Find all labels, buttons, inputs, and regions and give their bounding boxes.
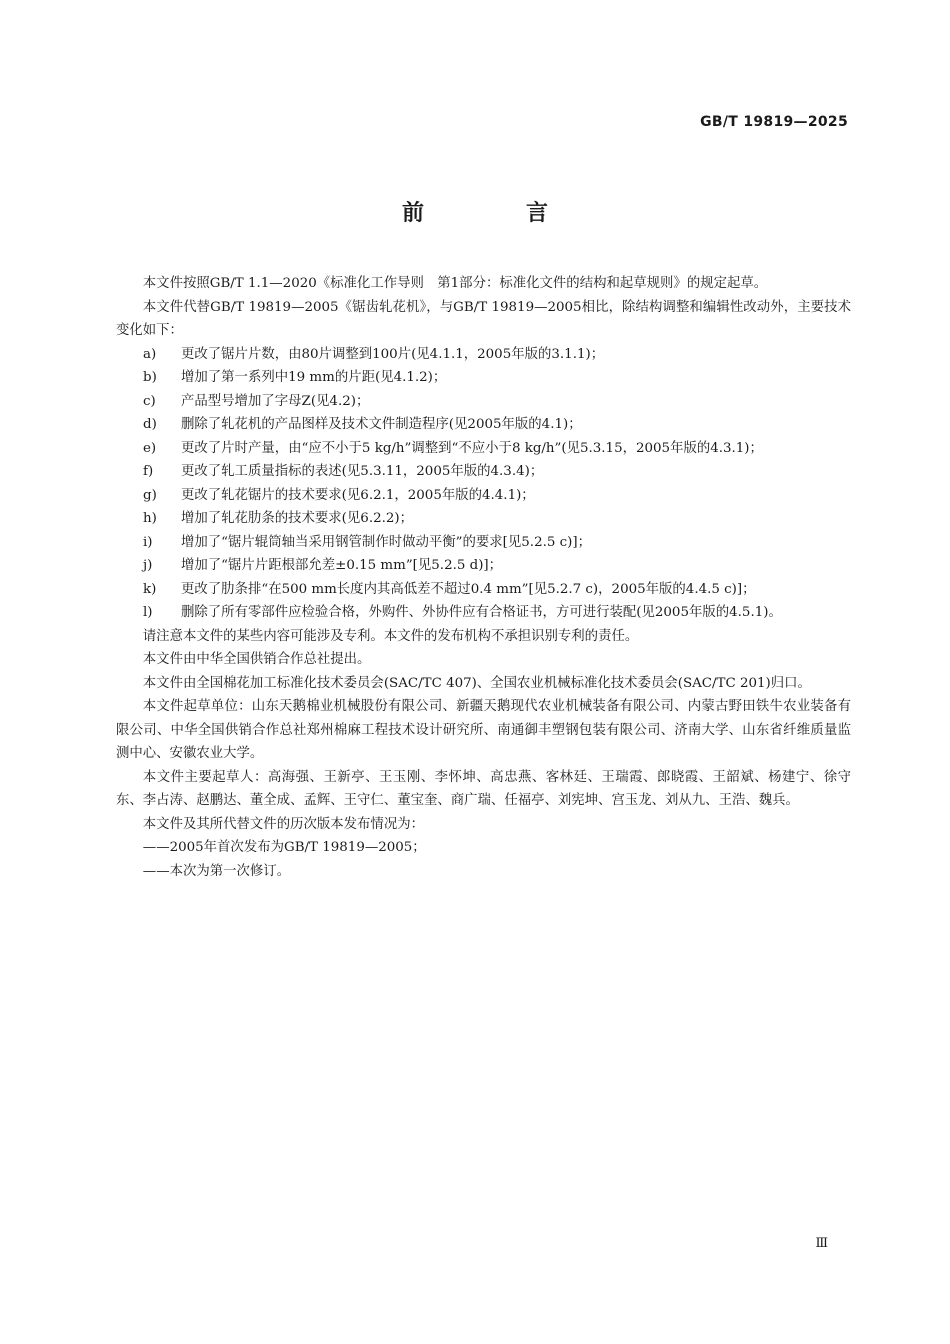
list-item-label: k) <box>143 581 157 597</box>
list-item <box>116 390 851 414</box>
list-item-text: 更改了肋条排“在500 mm长度内其高低差不超过0.4 mm”[见5.2.7 c)，2005年版的4.4.5 c)]； <box>181 581 756 597</box>
list-item-text: 更改了片时产量，由“应不小于5 kg/h”调整到“不应小于8 kg/h”(见5.3.15，2005年版的4.3.1)； <box>181 440 763 456</box>
list-item <box>116 601 851 625</box>
list-item-text: 增加了轧花肋条的技术要求(见6.2.2)； <box>181 511 413 526</box>
page-number: Ⅲ <box>815 1236 828 1251</box>
list-item-label: f) <box>143 464 154 479</box>
history-item: ——本次为第一次修订。 <box>142 863 291 879</box>
list-item-text: 产品型号增加了字母Z(见4.2)； <box>181 393 370 409</box>
list-item <box>116 413 851 437</box>
paragraph-drafting-rules: 本文件按照GB/T 1.1—2020《标准化工作导则 第1部分：标准化文件的结构和起草规则》的规定起草。 <box>142 276 768 291</box>
list-item-label: e) <box>143 440 157 456</box>
document-body <box>116 272 851 883</box>
paragraph-patent-notice: 请注意本文件的某些内容可能涉及专利。本文件的发布机构不承担识别专利的责任。 <box>142 628 639 644</box>
list-item <box>116 554 851 578</box>
page-title: 前 言 <box>401 201 588 226</box>
list-item-text: 删除了所有零部件应检验合格，外购件、外协件应有合格证书，方可进行装配(见2005年版的4.5.1)。 <box>181 605 782 620</box>
list-item-label: j) <box>143 558 153 573</box>
list-item-text: 更改了轧花锯片的技术要求(见6.2.1，2005年版的4.4.1)； <box>181 487 535 503</box>
list-item <box>116 437 851 461</box>
paragraph-drafting-units: 本文件起草单位：山东天鹅棉业机械股份有限公司、新疆天鹅现代农业机械装备有限公司、内蒙古野田铁牛农业装备有限公司、中华全国供销合作总社郑州棉麻工程技术设计研究所、南通御丰塑钢包装有限公司、济南大学、山东省纤维质量监测中心、安徽农业大学。 <box>116 699 851 761</box>
list-item <box>116 484 851 508</box>
list-item-text: 增加了“锯片辊筒轴当采用钢管制作时做动平衡”的要求[见5.2.5 c)]； <box>181 534 591 550</box>
history-item: ——2005年首次发布为GB/T 19819—2005； <box>142 840 426 855</box>
list-item <box>116 366 851 390</box>
list-item <box>116 343 851 367</box>
list-item-text: 增加了第一系列中19 mm的片距(见4.1.2)； <box>181 370 447 385</box>
list-item-label: b) <box>143 370 157 385</box>
standard-code: GB/T 19819—2025 <box>700 114 848 130</box>
list-item <box>116 531 851 555</box>
list-item-label: g) <box>143 487 157 503</box>
technical-changes-list <box>116 343 851 625</box>
list-item-label: l) <box>143 605 153 620</box>
list-item-label: i) <box>143 534 153 550</box>
list-item-text: 删除了轧花机的产品图样及技术文件制造程序(见2005年版的4.1)； <box>181 417 582 432</box>
list-item <box>116 578 851 602</box>
paragraph-proposed-by: 本文件由中华全国供销合作总社提出。 <box>142 652 371 667</box>
paragraph-administered-by: 本文件由全国棉花加工标准化技术委员会(SAC/TC 407)、全国农业机械标准化技术委员会(SAC/TC 201)归口。 <box>142 675 811 691</box>
paragraph-drafters: 本文件主要起草人：高海强、王新亭、王玉刚、李怀坤、高忠燕、客林廷、王瑞霞、郎晓霞、王韶斌、杨建宁、徐守东、李占涛、赵鹏达、董全成、孟辉、王守仁、董宝奎、商广瑞、任福亭、刘宪坤、宫玉龙、刘从九、王浩、魏兵。 <box>116 769 851 808</box>
list-item-text: 更改了轧工质量指标的表述(见5.3.11，2005年版的4.3.4)； <box>181 464 544 479</box>
list-item-label: d) <box>143 417 157 432</box>
list-item-label: c) <box>143 393 156 409</box>
paragraph-version-history: 本文件及其所代替文件的历次版本发布情况为： <box>142 816 424 832</box>
list-item <box>116 507 851 531</box>
list-item-label: h) <box>143 511 157 526</box>
paragraph-replaces: 本文件代替GB/T 19819—2005《锯齿轧花机》，与GB/T 19819—2005相比，除结构调整和编辑性改动外，主要技术变化如下： <box>116 299 851 338</box>
list-item-text: 增加了“锯片片距根部允差±0.15 mm”[见5.2.5 d)]； <box>181 558 503 573</box>
list-item <box>116 460 851 484</box>
list-item-text: 更改了锯片片数，由80片调整到100片(见4.1.1，2005年版的3.1.1)； <box>181 346 605 362</box>
list-item-label: a) <box>143 346 157 362</box>
